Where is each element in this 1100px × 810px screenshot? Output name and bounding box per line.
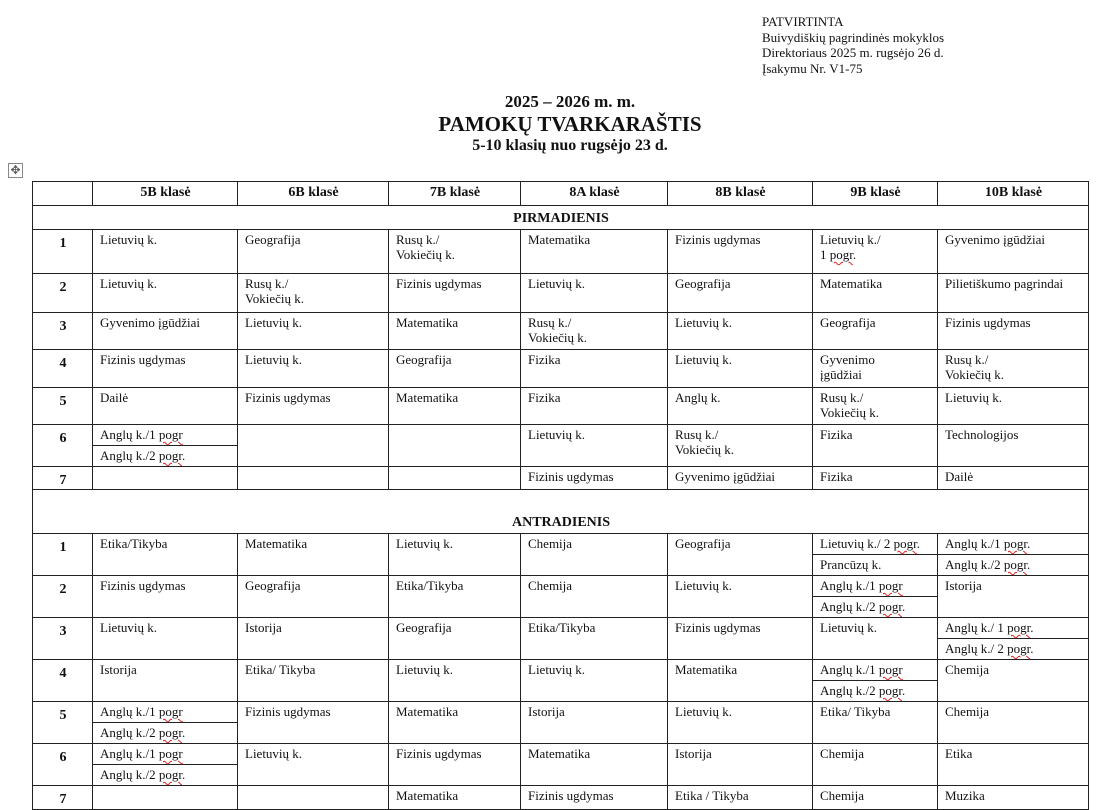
lesson-cell: Fizinis ugdymas — [938, 313, 1089, 350]
lesson-number: 7 — [33, 786, 93, 810]
lesson-row — [33, 274, 1089, 313]
lesson-cell: Geografija — [668, 534, 813, 576]
lesson-cell: Etika — [938, 744, 1089, 786]
subgroup-lesson: Anglų k./2 pogr. — [100, 725, 186, 740]
approval-line: Direktoriaus 2025 m. rugsėjo 26 d. — [762, 45, 944, 60]
lesson-row — [33, 786, 1089, 810]
lesson-number: 1 — [33, 534, 93, 576]
split-lesson-cell — [938, 534, 1089, 576]
approval-line: PATVIRTINTA — [762, 14, 844, 29]
lesson-cell — [238, 467, 389, 490]
day-heading: ANTRADIENIS — [33, 490, 1089, 534]
lesson-cell: Matematika — [238, 534, 389, 576]
lesson-cell: Etika / Tikyba — [668, 786, 813, 810]
lesson-row — [33, 534, 1089, 576]
lesson-cell: Istorija — [668, 744, 813, 786]
subgroup-lesson: Anglų k./1 pogr — [93, 702, 237, 723]
lesson-cell: Matematika — [813, 274, 938, 313]
split-lesson-cell — [813, 576, 938, 618]
lesson-cell: Fizinis ugdymas — [238, 388, 389, 425]
lesson-cell — [389, 425, 521, 467]
lesson-cell: Rusų k./ Vokiečių k. — [938, 350, 1089, 388]
lesson-cell: Fizinis ugdymas — [521, 786, 668, 810]
lesson-cell: Matematika — [389, 388, 521, 425]
split-lesson-cell — [93, 744, 238, 786]
day-row — [33, 490, 1089, 534]
lesson-cell: Geografija — [389, 618, 521, 660]
column-header: 7B klasė — [389, 182, 521, 206]
column-header: 8A klasė — [521, 182, 668, 206]
lesson-cell: Geografija — [238, 230, 389, 274]
lesson-cell: Gyvenimo įgūdžiai — [938, 230, 1089, 274]
lesson-cell: Geografija — [238, 576, 389, 618]
column-header: 5B klasė — [93, 182, 238, 206]
lesson-number: 4 — [33, 350, 93, 388]
lesson-cell: Fizika — [521, 350, 668, 388]
subgroup-lesson: Anglų k./1 pogr — [813, 660, 937, 681]
lesson-cell: Pilietiškumo pagrindai — [938, 274, 1089, 313]
lesson-cell: Matematika — [521, 230, 668, 274]
lesson-cell — [238, 425, 389, 467]
timetable — [32, 181, 1089, 810]
subgroup-lesson: Anglų k./1 pogr — [93, 744, 237, 765]
lesson-row — [33, 230, 1089, 274]
lesson-cell: Anglų k. — [668, 388, 813, 425]
lesson-number: 6 — [33, 425, 93, 467]
lesson-cell: Lietuvių k. — [668, 576, 813, 618]
lesson-cell: Fizinis ugdymas — [389, 274, 521, 313]
lesson-cell: Geografija — [389, 350, 521, 388]
lesson-cell: Etika/ Tikyba — [813, 702, 938, 744]
subgroup-lesson: Anglų k./2 pogr. — [820, 683, 906, 698]
lesson-cell: Geografija — [668, 274, 813, 313]
lesson-row — [33, 425, 1089, 467]
column-header: 8B klasė — [668, 182, 813, 206]
lesson-cell: Lietuvių k. — [668, 702, 813, 744]
subgroup-lesson: Anglų k./1 pogr — [813, 576, 937, 597]
lesson-number: 1 — [33, 230, 93, 274]
lesson-cell: Fizika — [521, 388, 668, 425]
lesson-cell: Chemija — [813, 744, 938, 786]
school-year: 2025 – 2026 m. m. — [504, 92, 636, 111]
lesson-cell: Lietuvių k. — [93, 230, 238, 274]
lesson-row — [33, 350, 1089, 388]
lesson-cell: Lietuvių k. — [238, 313, 389, 350]
lesson-cell: Etika/Tikyba — [93, 534, 238, 576]
lesson-cell: Matematika — [521, 744, 668, 786]
subgroup-lesson: Lietuvių k./ 2 pogr. — [813, 534, 937, 555]
lesson-cell: Fizinis ugdymas — [93, 350, 238, 388]
lesson-number: 6 — [33, 744, 93, 786]
subgroup-lesson: Anglų k./ 1 pogr. — [938, 618, 1088, 639]
subgroup-lesson: Anglų k./1 pogr — [93, 425, 237, 446]
lesson-cell: Matematika — [389, 313, 521, 350]
lesson-cell: Dailė — [938, 467, 1089, 490]
lesson-cell — [93, 467, 238, 490]
split-lesson-cell — [93, 702, 238, 744]
lesson-number: 3 — [33, 313, 93, 350]
lesson-cell — [238, 786, 389, 810]
lesson-cell: Istorija — [238, 618, 389, 660]
lesson-cell: Matematika — [668, 660, 813, 702]
lesson-cell: Etika/Tikyba — [521, 618, 668, 660]
subgroup-lesson: Anglų k./2 pogr. — [945, 557, 1031, 572]
lesson-cell: Lietuvių k. — [668, 350, 813, 388]
lesson-cell: Fizinis ugdymas — [668, 230, 813, 274]
lesson-cell: Rusų k./ Vokiečių k. — [521, 313, 668, 350]
lesson-cell: Rusų k./ Vokiečių k. — [813, 388, 938, 425]
lesson-row — [33, 618, 1089, 660]
lesson-cell — [93, 786, 238, 810]
column-header: 6B klasė — [238, 182, 389, 206]
lesson-cell: Lietuvių k. — [813, 618, 938, 660]
approval-line: Buivydiškių pagrindinės mokyklos — [762, 29, 944, 45]
lesson-number: 2 — [33, 576, 93, 618]
lesson-cell: Etika/ Tikyba — [238, 660, 389, 702]
lesson-cell: Dailė — [93, 388, 238, 425]
day-heading: PIRMADIENIS — [33, 206, 1089, 230]
lesson-cell: Lietuvių k. — [93, 618, 238, 660]
lesson-cell: Gyvenimo įgūdžiai — [813, 350, 938, 388]
lesson-cell: Gyvenimo įgūdžiai — [668, 467, 813, 490]
subgroup-lesson: Anglų k./2 pogr. — [100, 448, 186, 463]
lesson-number: 7 — [33, 467, 93, 490]
lesson-row — [33, 388, 1089, 425]
lesson-cell: Chemija — [521, 534, 668, 576]
lesson-row — [33, 660, 1089, 702]
move-icon[interactable]: ✥ — [8, 163, 23, 178]
lesson-row — [33, 467, 1089, 490]
lesson-cell: Chemija — [813, 786, 938, 810]
lesson-cell: Lietuvių k. — [389, 534, 521, 576]
lesson-cell: Lietuvių k. — [668, 313, 813, 350]
lesson-cell: Istorija — [93, 660, 238, 702]
lesson-cell: Fizinis ugdymas — [521, 467, 668, 490]
lesson-cell: Fizika — [813, 425, 938, 467]
lesson-cell: Matematika — [389, 786, 521, 810]
split-lesson-cell — [813, 534, 938, 576]
lesson-cell: Fizinis ugdymas — [93, 576, 238, 618]
lesson-cell: Matematika — [389, 702, 521, 744]
lesson-cell: Rusų k./ Vokiečių k. — [668, 425, 813, 467]
column-header: 10B klasė — [938, 182, 1089, 206]
lesson-number: 3 — [33, 618, 93, 660]
lesson-cell: Gyvenimo įgūdžiai — [93, 313, 238, 350]
subgroup-lesson: Anglų k./2 pogr. — [100, 767, 186, 782]
lesson-number: 5 — [33, 702, 93, 744]
lesson-row — [33, 744, 1089, 786]
approval-line: Įsakymu Nr. V1-75 — [762, 60, 863, 76]
subgroup-lesson: Anglų k./2 pogr. — [820, 599, 906, 614]
lesson-cell: Geografija — [813, 313, 938, 350]
lesson-cell — [389, 467, 521, 490]
lesson-cell: Istorija — [938, 576, 1089, 618]
lesson-cell: Lietuvių k. — [93, 274, 238, 313]
lesson-cell: Istorija — [521, 702, 668, 744]
lesson-cell: Chemija — [521, 576, 668, 618]
subgroup-lesson: Anglų k./1 pogr. — [938, 534, 1088, 555]
lesson-cell: Fizika — [813, 467, 938, 490]
page-title: PAMOKŲ TVARKARAŠTIS — [438, 112, 702, 136]
lesson-cell: Rusų k./ Vokiečių k. — [389, 230, 521, 274]
day-row — [33, 206, 1089, 230]
lesson-cell: Lietuvių k./ 1 pogr. — [813, 230, 938, 274]
subgroup-lesson: Prancūzų k. — [820, 557, 882, 572]
split-lesson-cell — [813, 660, 938, 702]
lesson-cell: Etika/Tikyba — [389, 576, 521, 618]
lesson-cell: Lietuvių k. — [938, 388, 1089, 425]
lesson-cell: Lietuvių k. — [238, 744, 389, 786]
title-block — [330, 92, 810, 155]
column-header-lesson — [33, 182, 93, 206]
approval-note — [762, 14, 944, 76]
lesson-cell: Lietuvių k. — [521, 274, 668, 313]
lesson-cell: Muzika — [938, 786, 1089, 810]
lesson-cell: Lietuvių k. — [389, 660, 521, 702]
page-subtitle: 5-10 klasių nuo rugsėjo 23 d. — [472, 137, 668, 154]
split-lesson-cell — [938, 618, 1089, 660]
lesson-cell: Rusų k./ Vokiečių k. — [238, 274, 389, 313]
lesson-cell: Fizinis ugdymas — [389, 744, 521, 786]
lesson-row — [33, 576, 1089, 618]
lesson-cell: Chemija — [938, 660, 1089, 702]
split-lesson-cell — [93, 425, 238, 467]
lesson-cell: Fizinis ugdymas — [668, 618, 813, 660]
lesson-number: 5 — [33, 388, 93, 425]
lesson-cell: Chemija — [938, 702, 1089, 744]
lesson-row — [33, 313, 1089, 350]
lesson-cell: Lietuvių k. — [238, 350, 389, 388]
lesson-cell: Technologijos — [938, 425, 1089, 467]
lesson-cell: Lietuvių k. — [521, 425, 668, 467]
lesson-cell: Lietuvių k. — [521, 660, 668, 702]
column-header: 9B klasė — [813, 182, 938, 206]
subgroup-lesson: Anglų k./ 2 pogr. — [945, 641, 1034, 656]
lesson-cell: Fizinis ugdymas — [238, 702, 389, 744]
lesson-number: 4 — [33, 660, 93, 702]
lesson-row — [33, 702, 1089, 744]
lesson-number: 2 — [33, 274, 93, 313]
